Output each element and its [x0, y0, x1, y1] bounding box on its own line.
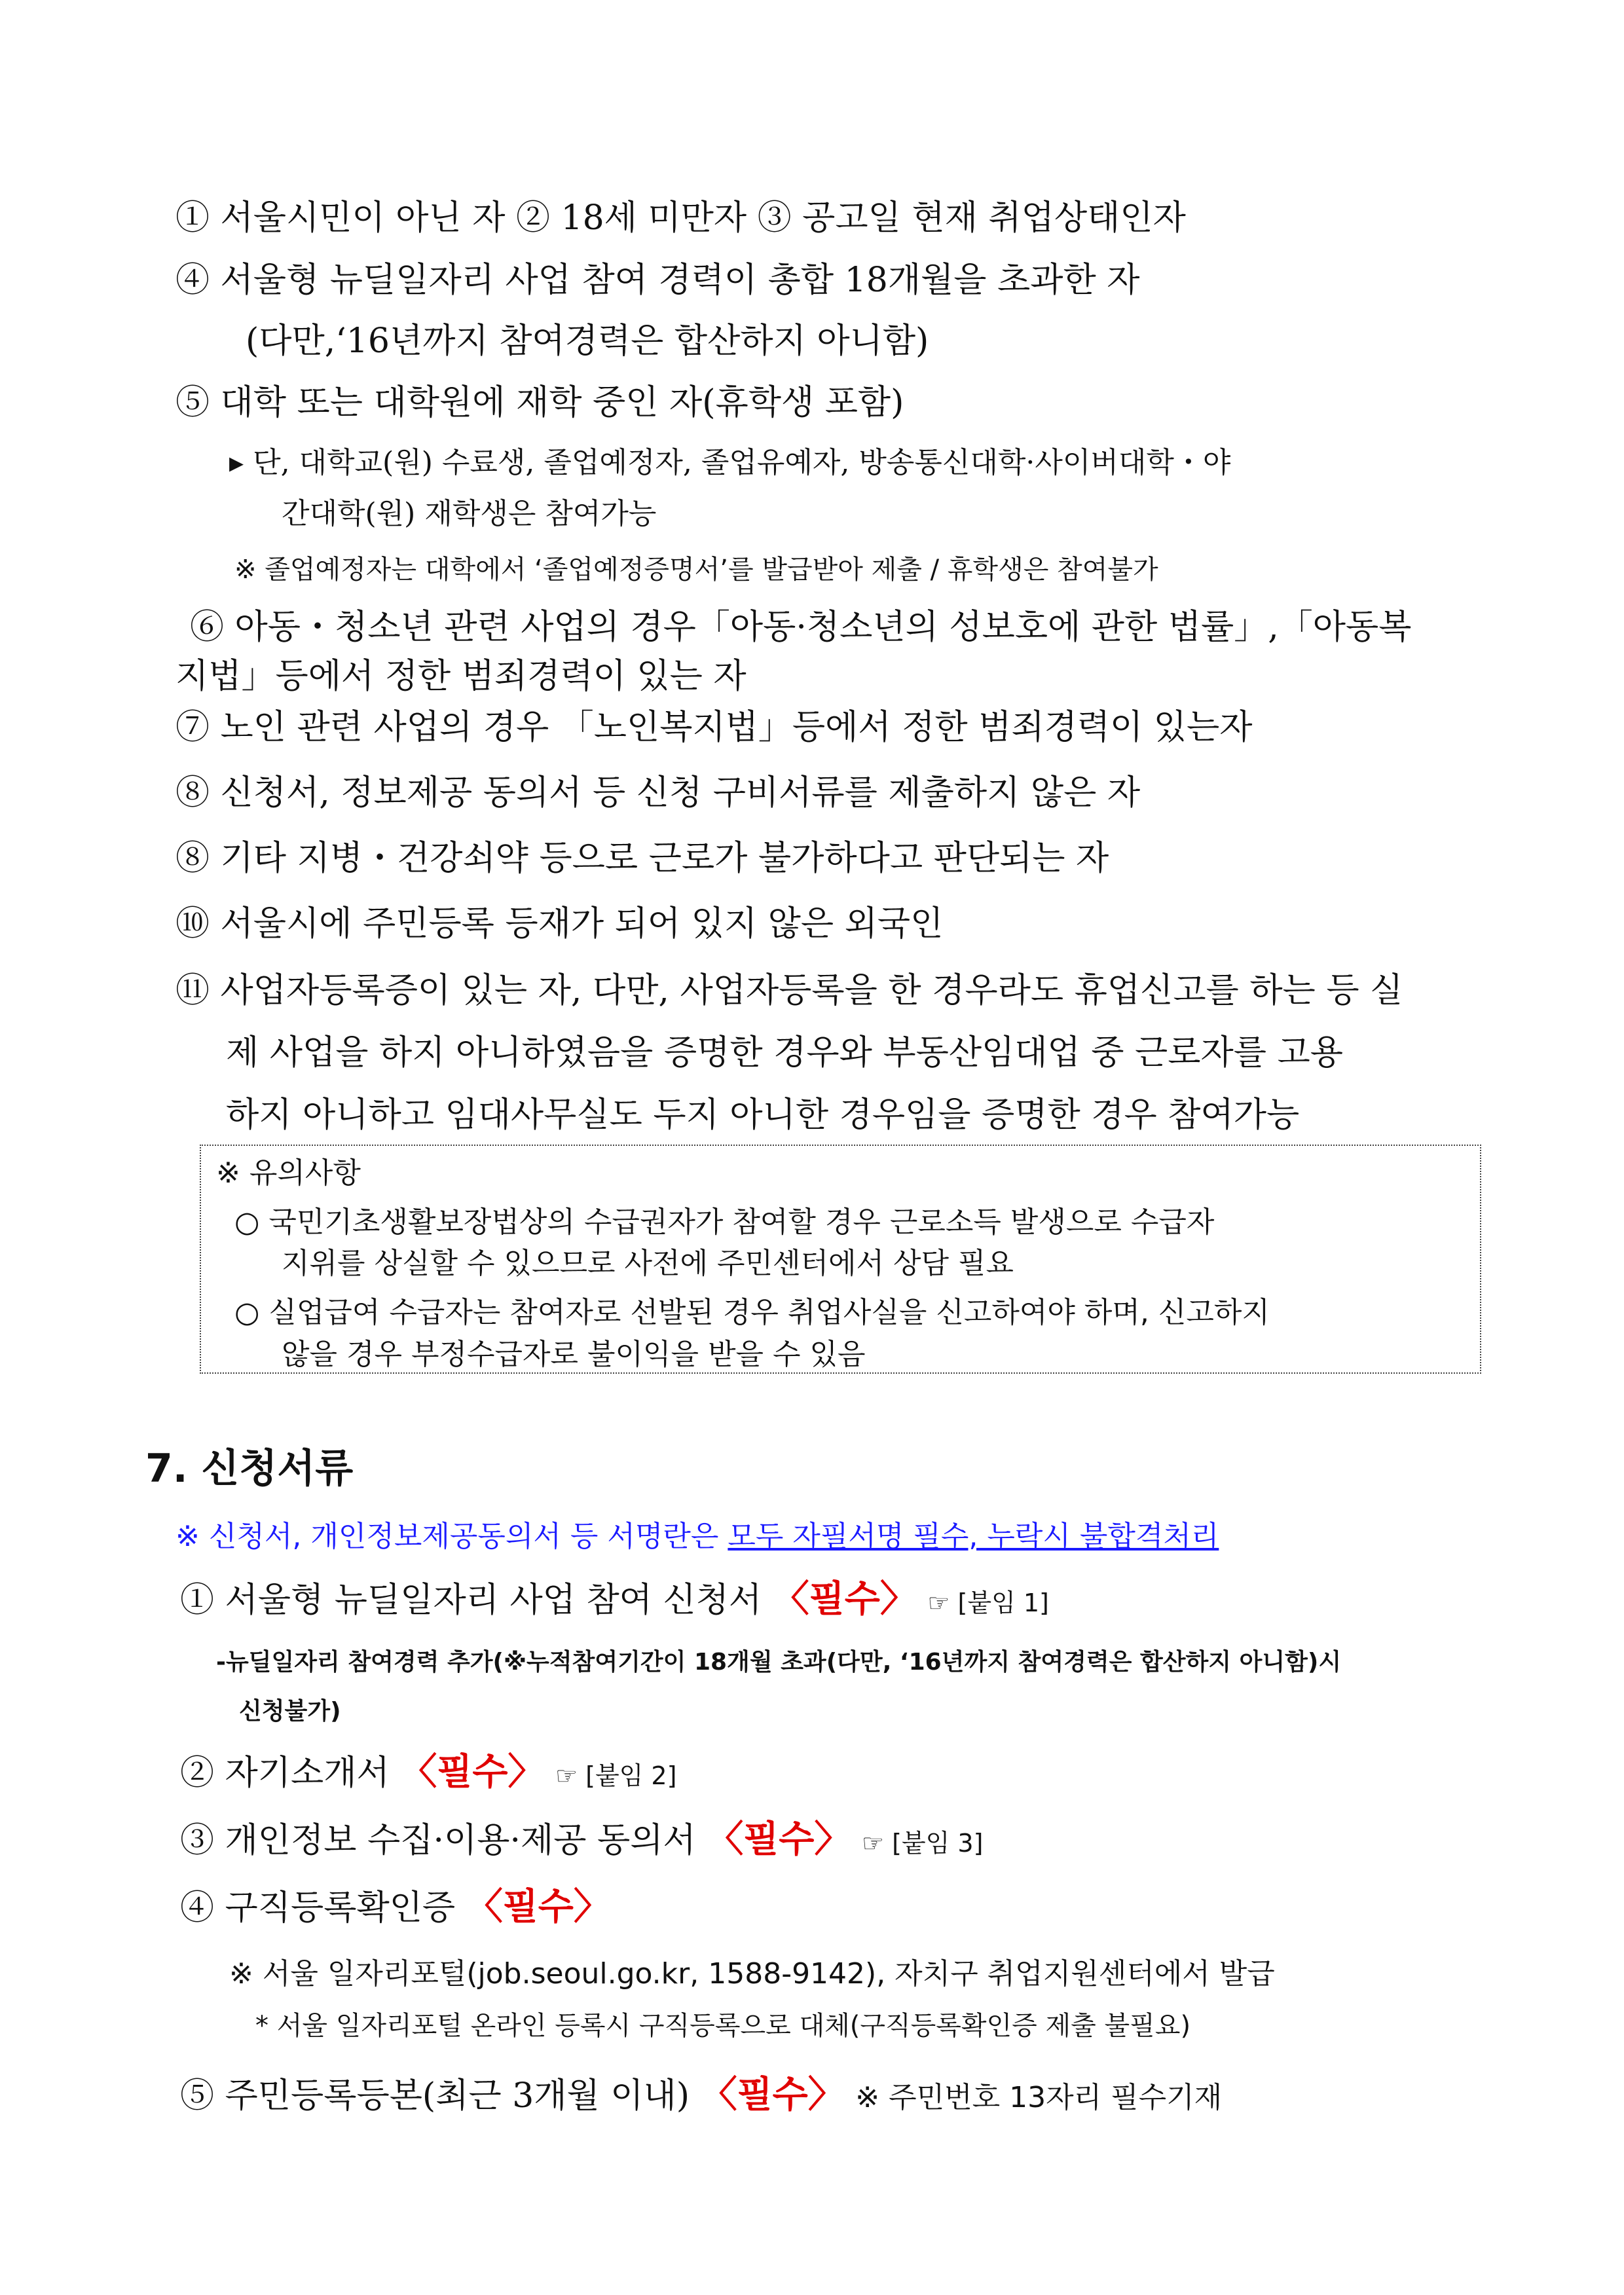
doc-3: [180, 1810, 983, 1863]
exclusion-line-4: ⑤ 대학 또는 대학원에 재학 중인 자(휴학생 포함): [175, 383, 904, 422]
notice-item-1-line-2: 지위를 상실할 수 있으므로 사전에 주민센터에서 상담 필요: [282, 1247, 1014, 1280]
doc-1-sub-line-2: 신청불가): [239, 1698, 341, 1725]
doc-4-note-2: * 서울 일자리포털 온라인 등록시 구직등록으로 대체(구직등록확인증 제출 불필요): [255, 2011, 1191, 2041]
exclusion-line-2: ④ 서울형 뉴딜일자리 사업 참여 경력이 총합 18개월을 초과한 자: [175, 261, 1140, 300]
exclusion-line-10: ⑦ 노인 관련 사업의 경우 「노인복지법」등에서 정한 범죄경력이 있는자: [175, 708, 1253, 747]
doc-4-required-tag: 〈필수〉: [466, 1885, 610, 1928]
doc-2: [180, 1743, 676, 1795]
doc-3-label: ③ 개인정보 수집·이용·제공 동의서: [180, 1821, 696, 1860]
doc-1-ref: ☞ [붙임 1]: [927, 1588, 1049, 1617]
exclusion-line-16: 하지 아니하고 임대사무실도 두지 아니한 경우임을 증명한 경우 참여가능: [226, 1095, 1300, 1135]
exclusion-line-14: ⑪ 사업자등록증이 있는 자, 다만, 사업자등록을 한 경우라도 휴업신고를 하는 등 실: [175, 971, 1403, 1010]
doc-4: [180, 1878, 610, 1930]
exclusion-line-6: 간대학(원) 재학생은 참여가능: [282, 497, 657, 530]
doc-5-label: ⑤ 주민등록등본(최근 3개월 이내): [180, 2076, 690, 2116]
notice-item-2-line-1: ○ 실업급여 수급자는 참여자로 선발된 경우 취업사실을 신고하여야 하며, 신고하지: [234, 1296, 1270, 1329]
exclusion-line-13: ⑩ 서울시에 주민등록 등재가 되어 있지 않은 외국인: [175, 904, 944, 944]
signature-note: [175, 1513, 1219, 1554]
doc-1-label: ① 서울형 뉴딜일자리 사업 참여 신청서: [180, 1581, 762, 1620]
notice-item-1-line-1: ○ 국민기초생활보장법상의 수급권자가 참여할 경우 근로소득 발생으로 수급자: [234, 1205, 1215, 1239]
exclusion-line-3: (다만,‘16년까지 참여경력은 합산하지 아니함): [246, 321, 929, 361]
doc-1-sub-line-1: -뉴딜일자리 참여경력 추가(※누적참여기간이 18개월 초과(다만, ‘16년까지 참여경력은 합산하지 아니함)시: [216, 1649, 1342, 1676]
exclusion-line-12: ⑧ 기타 지병・건강쇠약 등으로 근로가 불가하다고 판단되는 자: [175, 839, 1109, 878]
doc-2-ref: ☞ [붙임 2]: [555, 1761, 677, 1790]
exclusion-line-7: ※ 졸업예정자는 대학에서 ‘졸업예정증명서’를 발급받아 제출 / 휴학생은 참여불가: [234, 555, 1158, 585]
exclusion-line-8: ⑥ 아동・청소년 관련 사업의 경우「아동·청소년의 성보호에 관한 법률」,「아동복: [190, 608, 1412, 647]
notice-title: ※ 유의사항: [216, 1156, 361, 1190]
section-7-heading: 7. 신청서류: [145, 1446, 354, 1492]
doc-2-required-tag: 〈필수〉: [400, 1750, 545, 1793]
doc-3-ref: ☞ [붙임 3]: [861, 1829, 984, 1858]
notice-item-2-line-2: 않을 경우 부정수급자로 불이익을 받을 수 있음: [282, 1338, 866, 1371]
doc-4-label: ④ 구직등록확인증: [180, 1888, 456, 1928]
doc-1-required-tag: 〈필수〉: [772, 1577, 917, 1621]
exclusion-line-1: ① 서울시민이 아닌 자 ② 18세 미만자 ③ 공고일 현재 취업상태인자: [175, 198, 1186, 238]
exclusion-line-15: 제 사업을 하지 아니하였음을 증명한 경우와 부동산임대업 중 근로자를 고용: [226, 1033, 1343, 1073]
doc-2-label: ② 자기소개서: [180, 1753, 390, 1793]
exclusion-line-11: ⑧ 신청서, 정보제공 동의서 등 신청 구비서류를 제출하지 않은 자: [175, 773, 1141, 813]
signature-note-emphasis: 모두 자필서명 필수, 누락시 불합격처리: [728, 1520, 1219, 1553]
doc-5-note: ※ 주민번호 13자리 필수기재: [855, 2081, 1223, 2114]
exclusion-line-5: ▸ 단, 대학교(원) 수료생, 졸업예정자, 졸업유예자, 방송통신대학·사이버대학・야: [229, 446, 1231, 479]
doc-4-note-1: ※ 서울 일자리포털(job.seoul.go.kr, 1588-9142), 자치구 취업지원센터에서 발급: [229, 1957, 1275, 1991]
doc-5-required-tag: 〈필수〉: [700, 2073, 845, 2116]
exclusion-line-9: 지법」등에서 정한 범죄경력이 있는 자: [175, 657, 747, 696]
signature-note-prefix: ※ 신청서, 개인정보제공동의서 등 서명란은: [175, 1520, 728, 1553]
doc-3-required-tag: 〈필수〉: [707, 1818, 851, 1861]
doc-5: [180, 2066, 1222, 2118]
doc-1: [180, 1570, 1049, 1623]
